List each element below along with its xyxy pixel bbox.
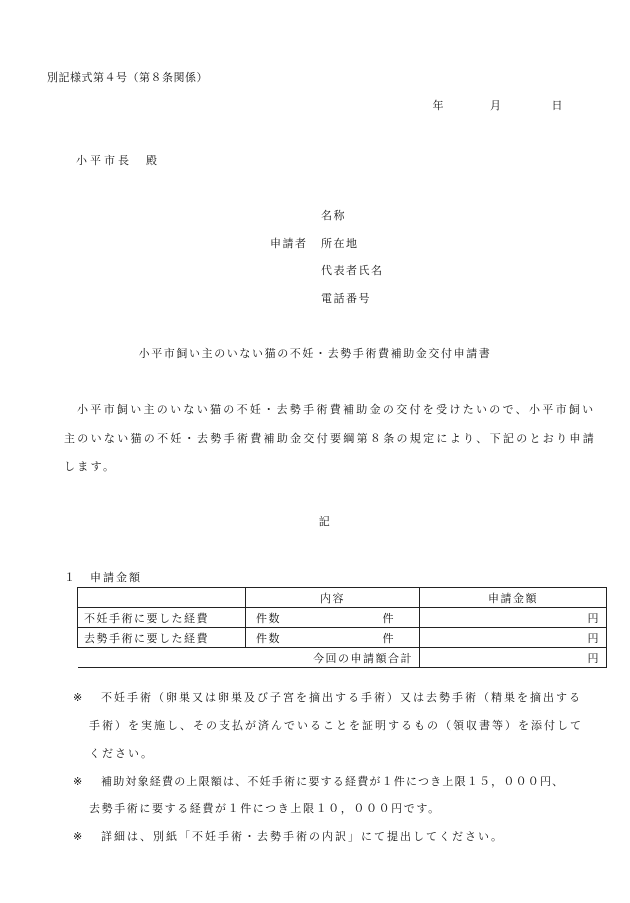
ki-heading: 記 bbox=[318, 515, 332, 528]
amount-cell[interactable]: 円 bbox=[420, 608, 607, 628]
note-2 bbox=[73, 773, 564, 789]
note-mark: ※ bbox=[73, 830, 85, 843]
body-line-3: します。 bbox=[64, 460, 117, 473]
note-2-line-2: 去勢手術に要する経費が１件につき上限１０，０００円です。 bbox=[89, 802, 441, 815]
note-3-line-1: 詳細は、別紙「不妊手術・去勢手術の内訳」にて提出してください。 bbox=[101, 830, 504, 843]
note-mark: ※ bbox=[73, 775, 84, 788]
note-mark: ※ bbox=[73, 691, 85, 704]
amount-cell[interactable]: 円 bbox=[420, 628, 607, 648]
count-label: 件数 bbox=[256, 611, 281, 625]
count-unit: 件 bbox=[382, 611, 395, 625]
body-line-2: 主のいない猫の不妊・去勢手術費補助金交付要綱第８条の規定により、下記のとおり申請 bbox=[64, 432, 596, 445]
applicant-name-label: 名称 bbox=[321, 209, 346, 222]
applicant-label: 申請者 bbox=[270, 237, 308, 250]
table-total-row bbox=[78, 648, 607, 668]
date-month: 月 bbox=[490, 99, 503, 112]
count-unit: 件 bbox=[382, 631, 395, 645]
total-amount-cell[interactable]: 円 bbox=[420, 648, 607, 668]
count-cell[interactable] bbox=[246, 628, 420, 648]
form-number: 別記様式第４号（第８条関係） bbox=[47, 71, 208, 84]
amount-table bbox=[77, 587, 607, 668]
date-line bbox=[433, 97, 565, 113]
date-day: 日 bbox=[551, 99, 564, 112]
table-row bbox=[78, 628, 607, 648]
total-label: 今回の申請額合計 bbox=[78, 648, 420, 668]
body-line-1: 小平市飼い主のいない猫の不妊・去勢手術費補助金の交付を受けたいので、小平市飼い bbox=[77, 403, 596, 416]
table-header-blank bbox=[78, 588, 246, 608]
note-1-line-2: 手術）を実施し、その支払が済んでいることを証明するもの（領収書等）を添付して bbox=[89, 719, 583, 732]
applicant-address-label: 所在地 bbox=[321, 237, 359, 250]
note-1 bbox=[73, 689, 582, 705]
row-label: 去勢手術に要した経費 bbox=[78, 628, 246, 648]
date-year: 年 bbox=[432, 99, 445, 112]
applicant-representative-label: 代表者氏名 bbox=[321, 264, 384, 277]
note-3 bbox=[73, 828, 504, 844]
addressee: 小平市長 殿 bbox=[76, 154, 160, 167]
table-header-content: 内容 bbox=[246, 588, 420, 608]
applicant-phone-label: 電話番号 bbox=[321, 292, 371, 305]
count-cell[interactable] bbox=[246, 608, 420, 628]
table-row bbox=[78, 608, 607, 628]
note-2-line-1: 補助対象経費の上限額は、不妊手術に要する経費が１件につき上限１５，０００円、 bbox=[101, 775, 565, 788]
table-header-amount: 申請金額 bbox=[420, 588, 607, 608]
document-title: 小平市飼い主のいない猫の不妊・去勢手術費補助金交付申請書 bbox=[138, 347, 492, 360]
section-heading: １ 申請金額 bbox=[64, 571, 142, 584]
note-1-line-3: ください。 bbox=[89, 747, 154, 760]
count-label: 件数 bbox=[256, 631, 281, 645]
row-label: 不妊手術に要した経費 bbox=[78, 608, 246, 628]
table-header-row bbox=[78, 588, 607, 608]
note-1-line-1: 不妊手術（卵巣又は卵巣及び子宮を摘出する手術）又は去勢手術（精巣を摘出する bbox=[101, 691, 582, 704]
